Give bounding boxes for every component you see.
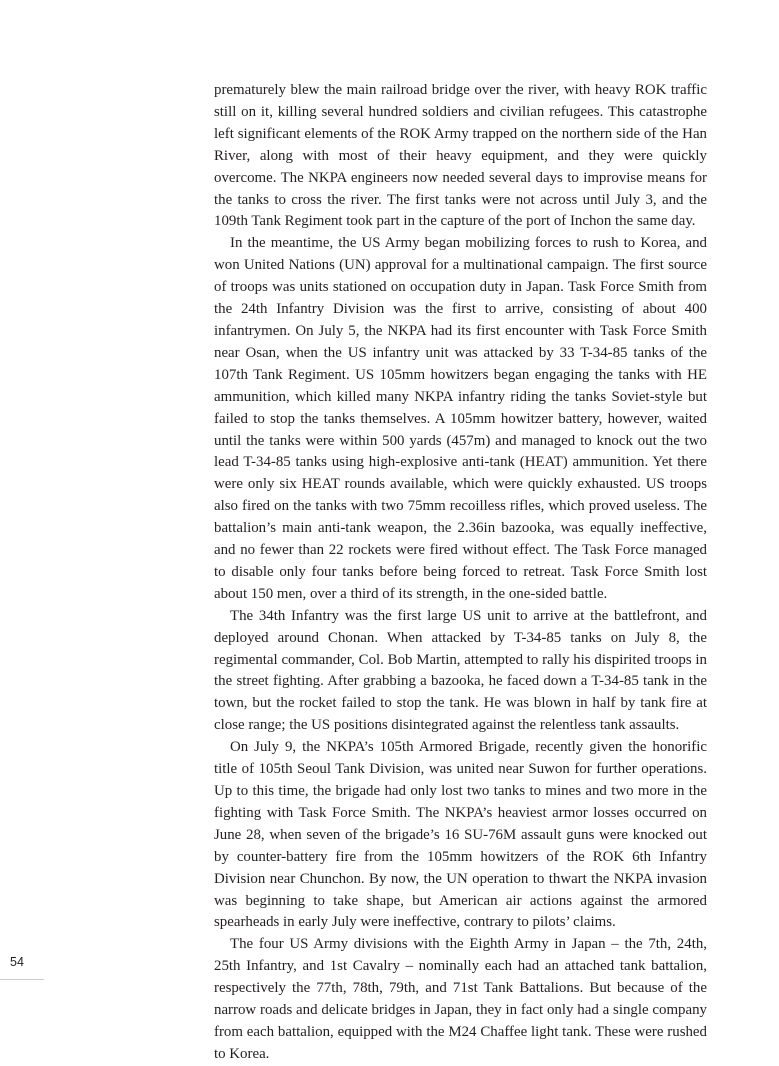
paragraph: In the meantime, the US Army began mobilizing forces to rush to Korea, and won United Nations (UN) approval for a multinational campaign. The first source of troops was units stationed on occupation duty in Japan. Task Force Smith from the 24th Infantry Division was the first to arrive, consisting of about 400 infantrymen. On July 5, the NKPA had its first encounter with Task Force Smith near Osan, when the US infantry unit was attacked by 33 T-34-85 tanks of the 107th Tank Regiment. US 105mm howitzers began engaging the tanks with HE ammunition, which killed many NKPA infantry riding the tanks Soviet-style but failed to stop the tanks themselves. A 105mm howitzer battery, however, waited until the tanks were within 500 yards (457m) and managed to knock out the two lead T-34-85 tanks using high-explosive anti-tank (HEAT) ammunition. Yet there were only six HEAT rounds available, which were quickly exhausted. US troops also fired on the tanks with two 75mm recoilless rifles, which proved useless. The battalion’s main anti-tank weapon, the 2.36in bazooka, was equally ineffective, and no fewer than 22 rockets were fired without effect. The Task Force managed to disable only four tanks before being forced to retreat. Task Force Smith lost about 150 men, over a third of its strength, in the one-sided battle. (214, 235, 707, 602)
page-number-rule (0, 979, 44, 980)
paragraph: The 34th Infantry was the first large US unit to arrive at the battlefront, and deployed around Chonan. When attacked by T-34-85 tanks on July 8, the regimental commander, Col. Bob Martin, attempted to rally his dispirited troops in the street fighting. After grabbing a bazooka, he faced down a T-34-85 tank in the town, but the rocket failed to stop the tank. He was blown in half by tank fire at close range; the US positions disintegrated against the relentless tank assaults. (214, 607, 707, 734)
paragraph: prematurely blew the main railroad bridge over the river, with heavy ROK traffic still on it, killing several hundred soldiers and civilian refugees. This catastrophe left significant elements of the ROK Army trapped on the northern side of the Han River, along with most of their heavy equipment, and they were quickly overcome. The NKPA engineers now needed several days to improvise means for the tanks to cross the river. The first tanks were not across until July 3, and the 109th Tank Regiment took part in the capture of the port of Inchon the same day. (214, 82, 707, 230)
paragraph: The four US Army divisions with the Eighth Army in Japan – the 7th, 24th, 25th Infantry, and 1st Cavalry – nominally each had an attached tank battalion, respectively the 77th, 78th, 79th, and 71st Tank Battalions. But because of the narrow roads and delicate bridges in Japan, they in fact only had a single company from each battalion, equipped with the M24 Chaffee light tank. These were rushed to Korea. (214, 936, 707, 1062)
page-number: 54 (10, 955, 24, 969)
body-text (214, 80, 707, 1066)
paragraph: On July 9, the NKPA’s 105th Armored Brigade, recently given the honorific title of 105th Seoul Tank Division, was united near Suwon for further operations. Up to this time, the brigade had only lost two tanks to mines and two more in the fighting with Task Force Smith. The NKPA’s heaviest armor losses occurred on June 28, when seven of the brigade’s 16 SU-76M assault guns were knocked out by counter-battery fire from the 105mm howitzers of the ROK 6th Infantry Division near Chunchon. By now, the UN operation to thwart the NKPA invasion was beginning to take shape, but American air actions against the armored spearheads in early July were ineffective, contrary to pilots’ claims. (214, 739, 707, 931)
